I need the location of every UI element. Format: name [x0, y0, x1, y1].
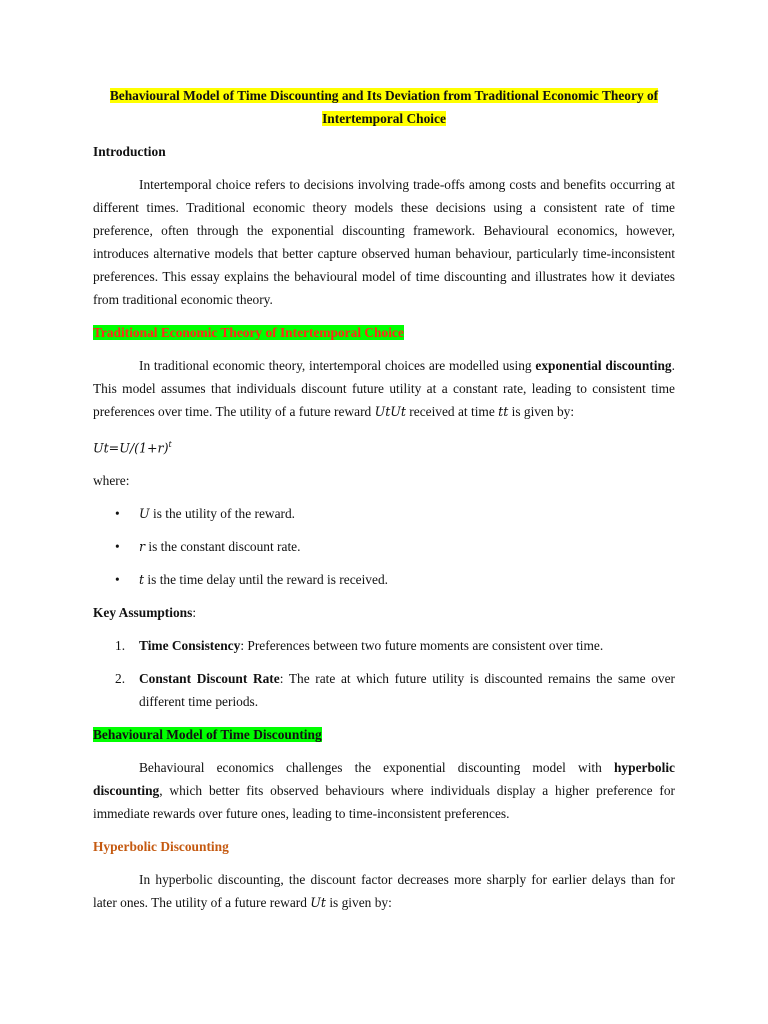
behavioural-heading-text: Behavioural Model of Time Discounting — [93, 727, 322, 743]
introduction-heading: Introduction — [93, 144, 166, 159]
behavioural-text-1: Behavioural economics challenges the exponential discounting model with — [139, 760, 614, 776]
introduction-paragraph: Intertemporal choice refers to decisions involving trade-offs among costs and benefits occurring at different times. Traditional economic theory models these decisions using a consistent rate of time preference, often through the exponential discounting framework. Behavioural economics, however, introduces alternative models that better capture observed human behaviour, particularly time-inconsistent preferences. This essay explains the behavioural model of time discounting and illustrates how it deviates from traditional economic theory. — [93, 177, 675, 307]
equation-main: Ut=U/(1+r) — [93, 440, 169, 456]
list-item — [93, 568, 675, 591]
exponential-equation — [93, 433, 675, 459]
bullet-icon: • — [115, 506, 120, 522]
list-number: 2. — [115, 671, 126, 687]
key-assumptions-label: Key Assumptions — [93, 605, 193, 621]
traditional-bold-term: exponential discounting — [535, 358, 672, 373]
list-item — [93, 502, 675, 525]
traditional-heading — [93, 321, 675, 344]
hyperbolic-paragraph — [93, 868, 675, 914]
traditional-heading-text: Traditional Economic Theory of Intertemporal Choice — [93, 325, 404, 340]
variable-symbol: U — [139, 506, 150, 522]
hyperbolic-text-2: is given by: — [325, 895, 392, 911]
behavioural-heading — [93, 723, 675, 746]
assumptions-list — [93, 634, 675, 713]
bullet-icon: • — [115, 572, 120, 588]
assumption-term: Constant Discount Rate — [139, 671, 280, 687]
traditional-text-1: In traditional economic theory, intertemporal choices are modelled using — [139, 358, 536, 373]
traditional-text-4: is given by: — [508, 404, 575, 419]
traditional-text-3: received at time — [405, 404, 499, 419]
key-assumptions-colon: : — [192, 605, 197, 621]
variable-symbol: t — [139, 572, 145, 588]
variable-symbol: r — [139, 539, 146, 555]
traditional-math-1: UtUt — [374, 404, 406, 419]
where-label: where: — [93, 473, 130, 489]
assumption-text: : The rate at which future utility is discounted remains the same over different time periods. — [139, 671, 675, 710]
assumption-text: : Preferences between two future moments are consistent over time. — [240, 638, 604, 654]
variable-list — [93, 502, 675, 591]
title-line-2: Intertemporal Choice — [322, 111, 446, 126]
traditional-math-2: tt — [498, 404, 509, 419]
variable-description: is the constant discount rate. — [145, 539, 301, 555]
equation-exponent: t — [168, 440, 172, 449]
hyperbolic-heading: Hyperbolic Discounting — [93, 839, 229, 855]
key-assumptions-heading — [93, 601, 675, 624]
document-title — [93, 84, 675, 130]
bullet-icon: • — [115, 539, 120, 555]
assumption-term: Time Consistency — [139, 638, 241, 654]
hyperbolic-text-1: In hyperbolic discounting, the discount factor decreases more sharply for earlier delays than for later ones. The utility of a future reward — [93, 872, 675, 911]
list-item — [93, 667, 675, 713]
title-line-1: Behavioural Model of Time Discounting and Its Deviation from Traditional Economic Theory of — [109, 88, 659, 103]
behavioural-bold-term: hyperbolic discounting — [93, 760, 675, 799]
traditional-text-2: . This model assumes that individuals discount future utility at a constant rate, leading to consistent time preferences over time. The utility of a future reward — [93, 358, 675, 419]
behavioural-text-2: , which better fits observed behaviours where individuals display a higher preference for immediate rewards over future ones, leading to time-inconsistent preferences. — [93, 783, 675, 822]
list-item — [93, 535, 675, 558]
behavioural-paragraph — [93, 756, 675, 825]
document-body — [93, 84, 675, 914]
hyperbolic-math: Ut — [310, 895, 326, 911]
variable-description: is the utility of the reward. — [149, 506, 296, 522]
list-number: 1. — [115, 638, 126, 654]
traditional-paragraph — [93, 354, 675, 423]
list-item — [93, 634, 675, 657]
variable-description: is the time delay until the reward is received. — [144, 572, 388, 588]
